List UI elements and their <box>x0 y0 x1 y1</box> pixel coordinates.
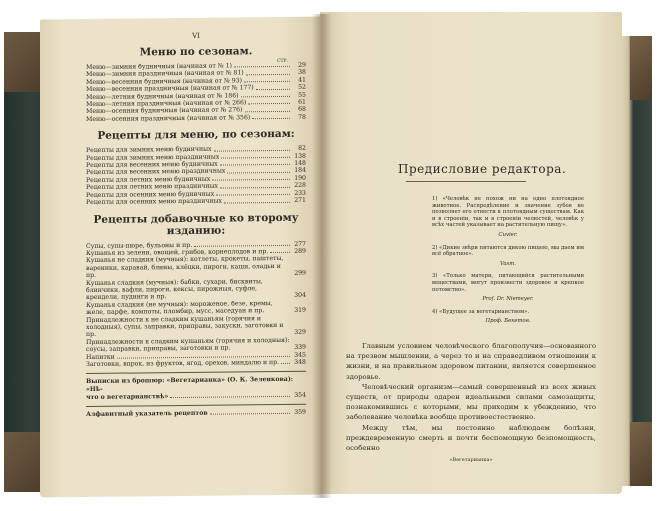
toc-page-number: 55 <box>298 91 306 99</box>
toc-row <box>86 197 306 207</box>
toc-entry-text: Меню—весенния будничныя (начиная от № 93) <box>86 77 242 86</box>
toc-row <box>86 409 306 419</box>
toc-page-number: 82 <box>298 144 306 153</box>
toc-entry-text: Рецепты для летних меню будничных <box>86 175 211 184</box>
toc-entry-text: Рецепты для весенних меню будничных <box>86 160 218 170</box>
epigraph-source: Prof. Dr. Niemeyer. <box>482 296 534 303</box>
book-gutter <box>312 14 332 498</box>
toc-entry-text: Напитки <box>86 353 115 361</box>
toc-page-number: 228 <box>294 181 306 190</box>
toc-page-number: 138 <box>294 152 306 160</box>
toc-page-number: 289 <box>294 247 306 255</box>
toc-entry-text: Меню—осенния праздничныя (начиная от № 356) <box>86 114 251 123</box>
toc-page-number: 329 <box>294 329 306 337</box>
toc-page-number: 29 <box>298 61 306 69</box>
excerpts-line-2: что о вегетарианствѣ» <box>86 392 169 401</box>
toc-entry-text: Супы, супы-пюре, бульоны и пр. <box>86 241 193 250</box>
toc-page-number: 354 <box>294 391 306 399</box>
toc-dot-leader <box>220 160 290 166</box>
toc-entry-text: Кушанья сладкия (не мучныя): мороженое, безе, кремы, желе, парфе, компоты, пломбир, мусс, маседуан и пр. <box>86 299 273 317</box>
epigraph-source: Cuvier. <box>498 231 518 238</box>
epigraphs <box>432 196 584 325</box>
toc-entry-text: Рецепты для осенних меню будничных <box>86 190 215 199</box>
toc-page-number: 304 <box>294 292 306 300</box>
toc-entry-text: Принадлежности к сладким кушаньям (горячия и холодныя): соусы, заправки, приправы, заготовки и пр. <box>86 336 290 354</box>
epigraph-text: 2) «Дикие звѣри питаются дикою пищею, мы даем им всё обратное». <box>432 244 584 258</box>
book-cover-right <box>618 36 652 486</box>
preface-body <box>346 341 596 453</box>
toc-page-number: 339 <box>294 343 306 352</box>
index-title: Алфавитный указатель рецептов <box>86 409 208 418</box>
title-rule <box>406 181 526 182</box>
epigraph-text: 3) «Только матери, питающийся растительными веществами, могут произвести здоровое и крепкое потомство». <box>432 273 584 293</box>
toc-entry-text: Рецепты для осенних меню праздничных <box>86 197 222 207</box>
toc-page-number: 190 <box>294 174 306 182</box>
preface-paragraph: Между тѣм, мы постоянно наблюдаем болѣзни, преждевременную смерть и почти беспомощную безпомощность, особенно <box>346 423 596 452</box>
toc-page-number: 359 <box>294 408 306 416</box>
toc-seasonal-menu <box>86 62 306 124</box>
epigraph-text: 4) «Будущее за вегетарианством». <box>432 308 530 315</box>
right-page <box>320 12 622 494</box>
toc-entry-text: Принадлежности к не сладким кушаньям (горячия и холодныя), супы, заправки, приправы, закуски, заготовки и пр. <box>86 314 284 339</box>
toc-dot-leader <box>246 69 290 75</box>
toc-entry-text: Рецепты для зимних меню будничных <box>86 145 212 155</box>
toc-entry-text: Рецепты для зимних меню праздничных <box>86 153 220 162</box>
toc-dot-leader <box>220 182 290 188</box>
divider-rule <box>86 371 306 374</box>
toc-page-number: 233 <box>294 189 306 197</box>
toc-entry-text: Кушанья из зелени, овощей, грибов, корнеплодов и пр. <box>86 247 269 257</box>
toc-dot-leader <box>212 175 290 181</box>
preface-title: Предисловие редактора. <box>398 162 567 176</box>
toc-dot-leader <box>248 99 290 105</box>
preface-paragraph: Человѣческий организм—самый совершенный из всех живых существ, от природы одарен идеальными силами самозащиты, познакомившись с которыми, мы приходим к убеждению, что заболевание человѣка вообще противоестественно. <box>346 382 596 422</box>
toc-row <box>86 391 306 401</box>
toc-page-number: 184 <box>294 167 306 175</box>
epigraph-text: 1) «Человѣк не похож ни на одно плотоядное животное. Распредѣление и значение зубов не позволяет его отнести к плотоядным существам. Как и в строеніи, так и в строеніи челюстей, человѣк у всѣх частей указывает на растительную пищу». <box>432 196 584 229</box>
toc-dot-leader <box>252 114 290 120</box>
toc-row <box>86 114 306 124</box>
epigraph-source: Vasm. <box>500 260 516 267</box>
toc-row <box>86 336 306 353</box>
toc-page-number: 299 <box>294 269 306 277</box>
toc-seasonal-recipes <box>86 145 306 207</box>
cover-corner-top-right <box>630 36 652 100</box>
toc-page-number: 319 <box>294 306 306 314</box>
excerpts-line-1: Выписки из брошюр: «Вегетарианка» (О. К. Зеленкова): «Нѣ- <box>86 376 294 393</box>
toc-page-number: 38 <box>298 69 306 77</box>
toc-dot-leader <box>281 363 290 364</box>
toc-page-number: 68 <box>298 106 306 114</box>
section-title-seasonal-recipes: Рецепты для меню, по сезонам: <box>97 128 295 143</box>
toc-row <box>86 359 306 369</box>
toc-page-number: 348 <box>294 358 306 366</box>
toc-page-number: 78 <box>298 113 306 121</box>
toc-entry-text: Кушанья сладкия (мучныя): бабки, сухари, бисквиты, блинчики, вафли, пироги, кексы, пирожныя, суфле, крендели, пудинги и пр. <box>86 277 263 302</box>
toc-entry-text: Рецепты для летних меню праздничных <box>86 182 219 192</box>
toc-entry-text: Меню—зимния будничныя (начиная от № 1) <box>86 62 232 71</box>
preface-paragraph: Главным условием человѣческого благополучия—основанного на трезвом мышлении, а через то и на справедливом отношении к жизни, и на правильном здоровом питании, является совершенное здоровье. <box>346 341 596 381</box>
toc-entry-text: Рецепты для весенних меню праздничных <box>86 168 226 177</box>
toc-page-number: 345 <box>294 351 306 359</box>
divider-rule-2 <box>86 404 306 407</box>
toc-page-number: 61 <box>298 98 306 106</box>
toc-row <box>86 314 306 339</box>
toc-extra-recipes <box>86 240 306 368</box>
toc-dot-leader <box>194 245 290 247</box>
toc-dot-leader <box>241 91 290 97</box>
cover-corner-bottom-right <box>630 422 652 486</box>
column-label: СТР. <box>277 58 288 64</box>
page-footer: «Вегетарианка» <box>449 457 493 464</box>
toc-page-number: 277 <box>294 240 306 248</box>
toc-entry-text: Меню—весенния праздничныя (начиная от № 177) <box>86 84 254 94</box>
page-folio: VI <box>192 31 200 40</box>
toc-dot-leader <box>270 252 290 253</box>
epigraph-source: Проф. Бекетов. <box>485 318 531 325</box>
toc-row <box>86 277 306 302</box>
toc-dot-leader <box>244 77 290 83</box>
toc-dot-leader <box>224 197 290 203</box>
toc-dot-leader <box>256 84 290 90</box>
toc-page-number: 52 <box>298 83 306 91</box>
section-title-seasonal-menu: Меню по сезонам. <box>139 45 253 59</box>
toc-entry-text: Меню—летния праздничныя (начиная от № 266) <box>86 99 247 109</box>
toc-dot-leader <box>227 167 290 173</box>
excerpts-entry <box>86 376 306 401</box>
toc-dot-leader <box>245 106 290 112</box>
toc-entry-text: Меню—осенния будничныя (начиная от № 276) <box>86 106 243 116</box>
left-page <box>40 17 322 498</box>
toc-page-number: 148 <box>294 159 306 167</box>
toc-page-number: 41 <box>298 76 306 84</box>
toc-entry-text: Меню—зимния праздничныя (начиная от № 81) <box>86 69 244 79</box>
toc-entry-text: Меню—летния будничныя (начиная от № 186) <box>86 92 239 101</box>
index-entry <box>86 409 306 419</box>
toc-dot-leader <box>221 153 290 159</box>
toc-entry-text: Заготовки, впрок, из фруктов, ягод, орехов, миндалю и пр. <box>86 358 280 368</box>
toc-page-number: 271 <box>294 196 306 204</box>
section-title-extra-recipes: Рецепты добавочные ко второму изданию: <box>93 211 299 237</box>
toc-dot-leader <box>216 190 290 196</box>
toc-dot-leader <box>214 145 290 151</box>
toc-row <box>86 255 306 280</box>
toc-entry-text: Кушанья не сладкия (мучныя): котлеты, крокеты, паштеты, вареники, каравай, блины, клёцки, пироги, каши, оладьи и пр. <box>86 255 284 280</box>
